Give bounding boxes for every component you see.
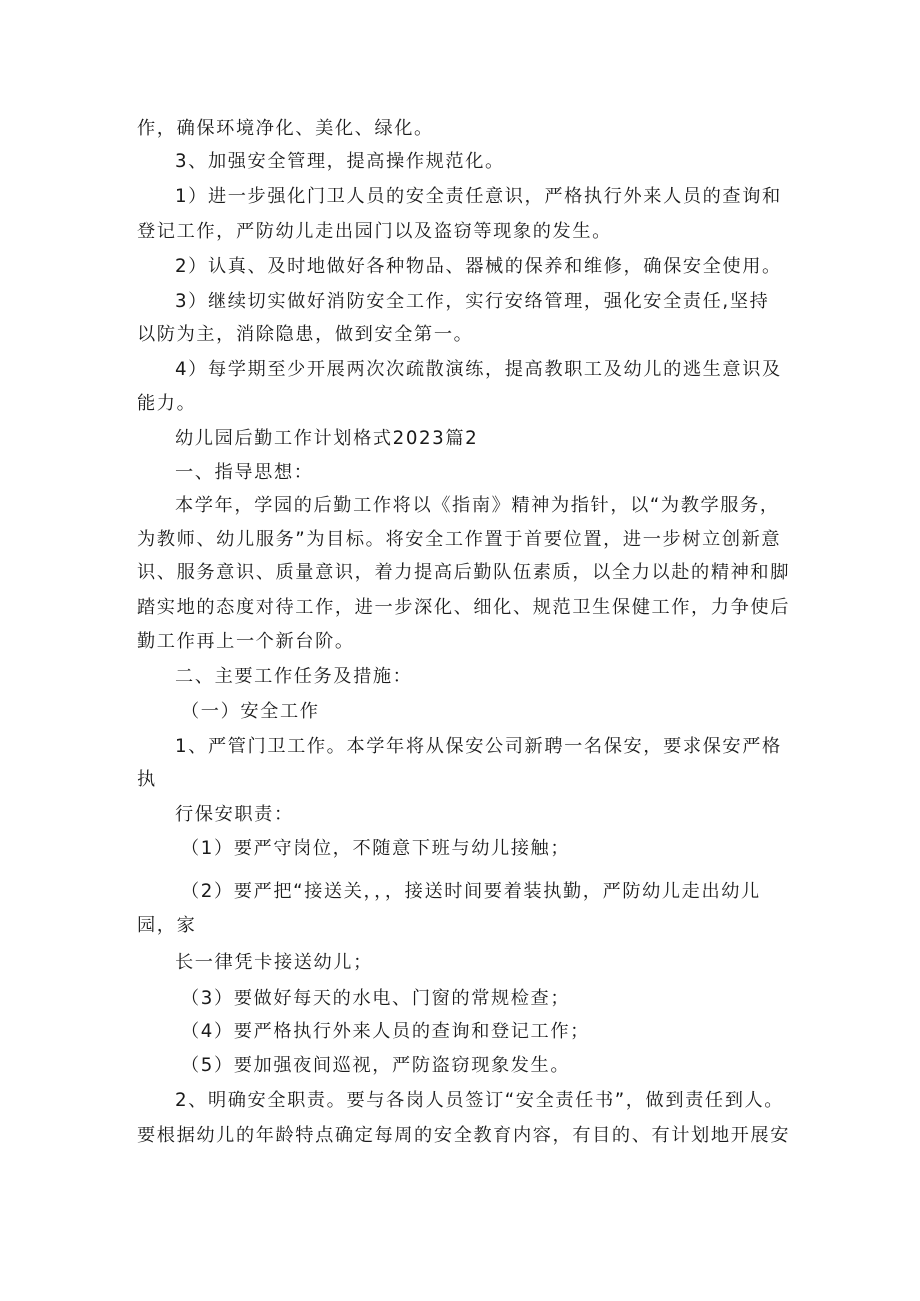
text-line: 本学年，学园的后勤工作将以《指南》精神为指针，以“为教学服务， [175,495,780,516]
text-line: 能力。 [137,393,197,414]
text-line: 4）每学期至少开展两次次疏散演练，提高教职工及幼儿的逃生意识及 [175,359,782,380]
text-line: 登记工作，严防幼儿走出园门以及盗窃等现象的发生。 [137,221,612,242]
list-item: （2）要严把“接送关，，，接送时间要着装执勤，严防幼儿走出幼儿 [181,881,761,902]
text-line: 作，确保环境净化、美化、绿化。 [137,118,434,139]
list-item: （5）要加强夜间巡视，严防盗窃现象发生。 [181,1055,571,1076]
section-heading: 幼儿园后勤工作计划格式2023篇2 [175,428,479,449]
subsection-heading: 二、主要工作任务及措施： [175,666,413,687]
text-line: 2）认真、及时地做好各种物品、器械的保养和维修，确保安全使用。 [175,256,782,277]
text-line: 行保安职责： [175,804,294,825]
text-line: 1）进一步强化门卫人员的安全责任意识，严格执行外来人员的查询和 [175,186,782,207]
list-item: （3）要做好每天的水电、门窗的常规检查； [181,988,571,1009]
text-line: 要根据幼儿的年龄特点确定每周的安全教育内容，有目的、有计划地开展安 [137,1125,790,1146]
text-line: 勤工作再上一个新台阶。 [137,631,355,652]
text-line: 为教师、幼儿服务”为目标。将安全工作置于首要位置，进一步树立创新意 [137,529,782,550]
text-line: 园，家 [137,915,197,936]
text-line: 2、明确安全职责。要与各岗人员签订“安全责任书”，做到责任到人。 [175,1090,785,1111]
text-line: 执 [137,769,157,790]
list-item: （1）要严守岗位，不随意下班与幼儿接触； [181,838,571,859]
text-line: 识、服务意识、质量意识，着力提高后勤队伍素质，以全力以赴的精神和脚 [137,562,790,583]
text-line: 3）继续切实做好消防安全工作，实行安络管理，强化安全责任,坚持 [175,291,770,312]
text-line: 踏实地的态度对待工作，进一步深化、细化、规范卫生保健工作，力争使后 [137,597,790,618]
text-line: 1、严管门卫工作。本学年将从保安公司新聘一名保安，要求保安严格 [175,736,782,757]
text-line: 长一律凭卡接送幼儿； [175,952,373,973]
list-item: （4）要严格执行外来人员的查询和登记工作； [181,1021,590,1042]
text-line: 以防为主，消除隐患，做到安全第一。 [137,324,474,345]
text-line: 3、加强安全管理，提高操作规范化。 [175,151,505,172]
subsection-heading: （一）安全工作 [181,701,320,722]
subsection-heading: 一、指导思想： [175,462,314,483]
